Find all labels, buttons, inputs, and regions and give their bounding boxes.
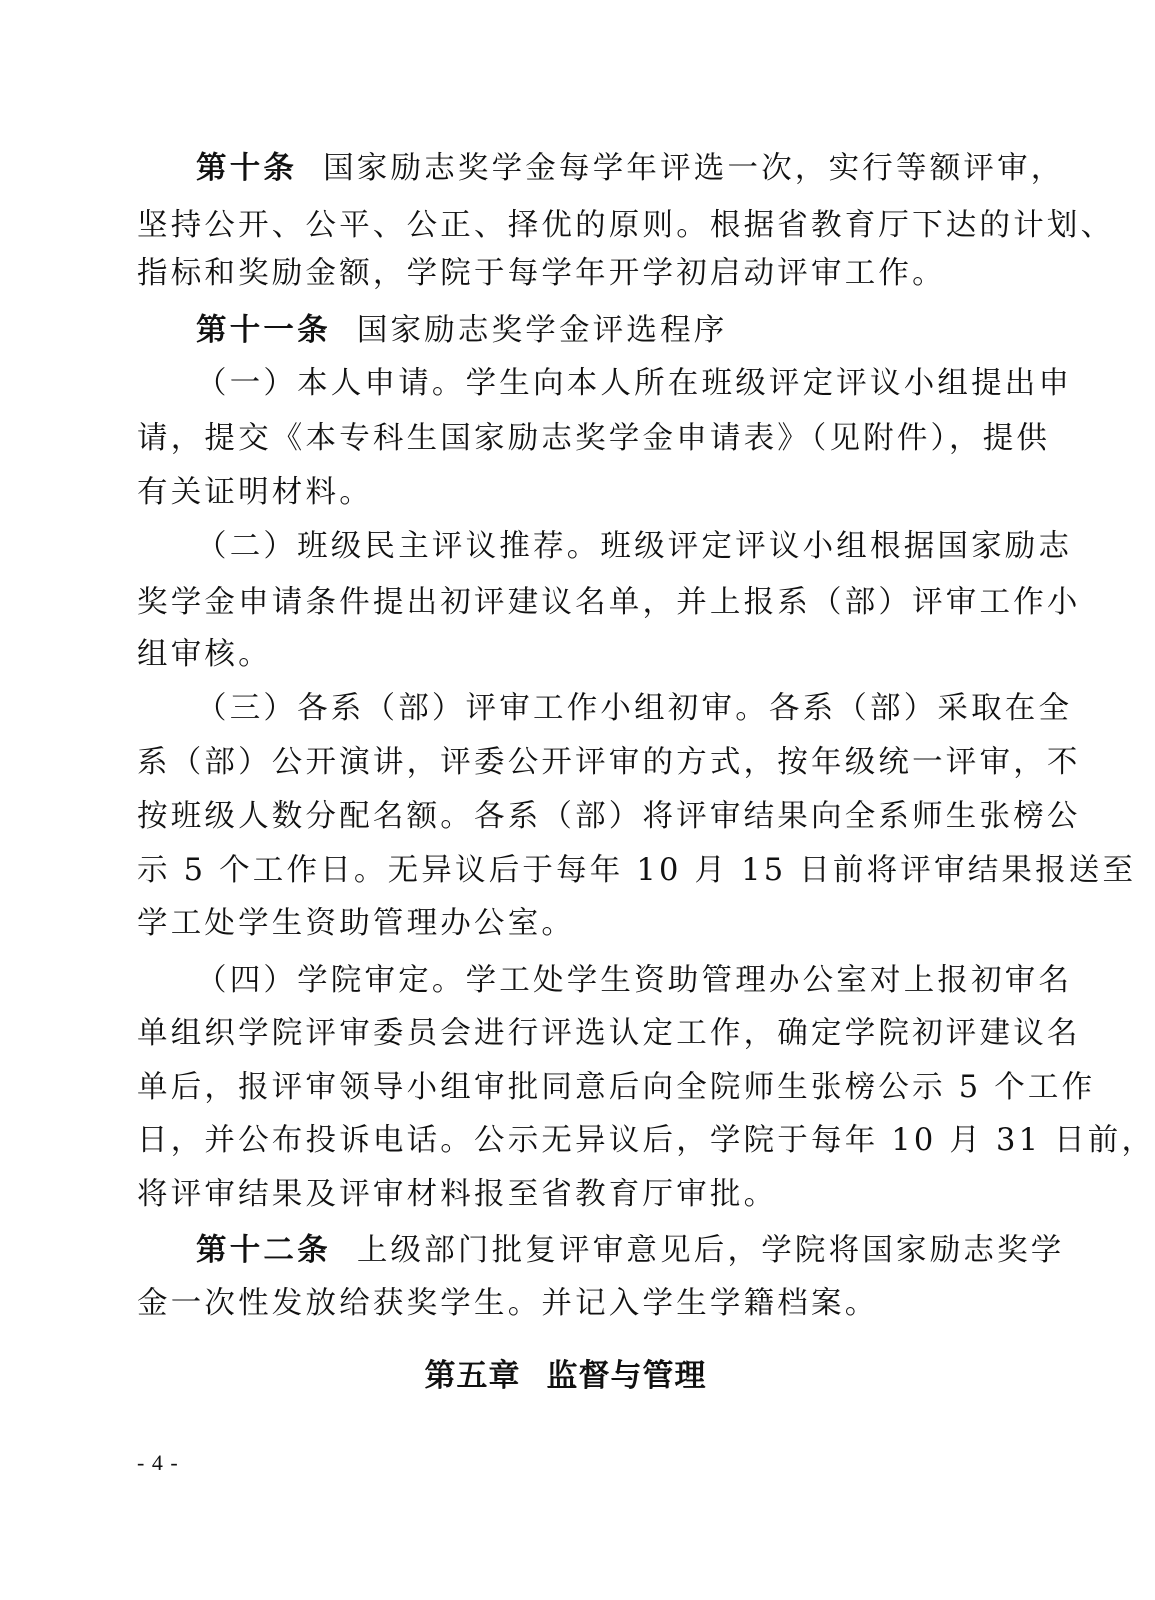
article-11-title: 国家励志奖学金评选程序 <box>356 313 728 348</box>
chapter-title: 监督与管理 <box>546 1358 707 1394</box>
article-12-heading: 第十二条 <box>196 1232 331 1268</box>
article-12-line-1 <box>196 1222 1065 1278</box>
step-3-line-3: 按班级人数分配名额。各系（部）将评审结果向全系师生张榜公 <box>137 799 1081 834</box>
step-3-line-1: （三）各系（部）评审工作小组初审。各系（部）采取在全 <box>196 691 1073 726</box>
step-1-line-2: 请，提交《本专科生国家励志奖学金申请表》（见附件），提供 <box>137 421 1051 456</box>
step-3-line-4: 示 5 个工作日。无异议后于每年 10 月 15 日前将评审结果报送至 <box>137 853 1137 888</box>
step-1-line-1: （一）本人申请。学生向本人所在班级评定评议小组提出申 <box>196 366 1073 401</box>
article-12-line-2: 金一次性发放给获奖学生。并记入学生学籍档案。 <box>137 1286 879 1321</box>
step-1-line-3: 有关证明材料。 <box>137 475 373 510</box>
step-4-line-3: 单后，报评审领导小组审批同意后向全院师生张榜公示 5 个工作 <box>137 1070 1096 1105</box>
article-11-line <box>196 302 997 358</box>
article-11-heading: 第十一条 <box>196 312 331 348</box>
chapter-heading <box>0 1348 1131 1404</box>
step-2-line-3: 组审核。 <box>137 637 272 672</box>
article-12-text: 上级部门批复评审意见后，学院将国家励志奖学 <box>356 1233 1065 1268</box>
article-10-line-2: 坚持公开、公平、公正、择优的原则。根据省教育厅下达的计划、 <box>137 208 1115 243</box>
article-10-line-3: 指标和奖励金额，学院于每学年开学初启动评审工作。 <box>137 256 946 291</box>
step-2-line-1: （二）班级民主评议推荐。班级评定评议小组根据国家励志 <box>196 529 1073 564</box>
step-4-line-2: 单组织学院评审委员会进行评选认定工作，确定学院初评建议名 <box>137 1016 1081 1051</box>
chapter-number: 第五章 <box>424 1358 521 1394</box>
article-10-text: 国家励志奖学金每学年评选一次，实行等额评审， <box>323 151 1065 186</box>
article-10-line-1 <box>196 140 1065 196</box>
step-4-line-4: 日，并公布投诉电话。公示无异议后，学院于每年 10 月 31 日前， <box>137 1123 1155 1158</box>
step-4-line-1: （四）学院审定。学工处学生资助管理办公室对上报初审名 <box>196 963 1073 998</box>
article-10-heading: 第十条 <box>196 150 298 186</box>
step-2-line-2: 奖学金申请条件提出初评建议名单，并上报系（部）评审工作小 <box>137 585 1081 620</box>
step-3-line-2: 系（部）公开演讲，评委公开评审的方式，按年级统一评审，不 <box>137 745 1081 780</box>
step-3-line-5: 学工处学生资助管理办公室。 <box>137 906 576 941</box>
page-number: - 4 - <box>137 1450 179 1475</box>
step-4-line-5: 将评审结果及评审材料报至省教育厅审批。 <box>137 1177 778 1212</box>
